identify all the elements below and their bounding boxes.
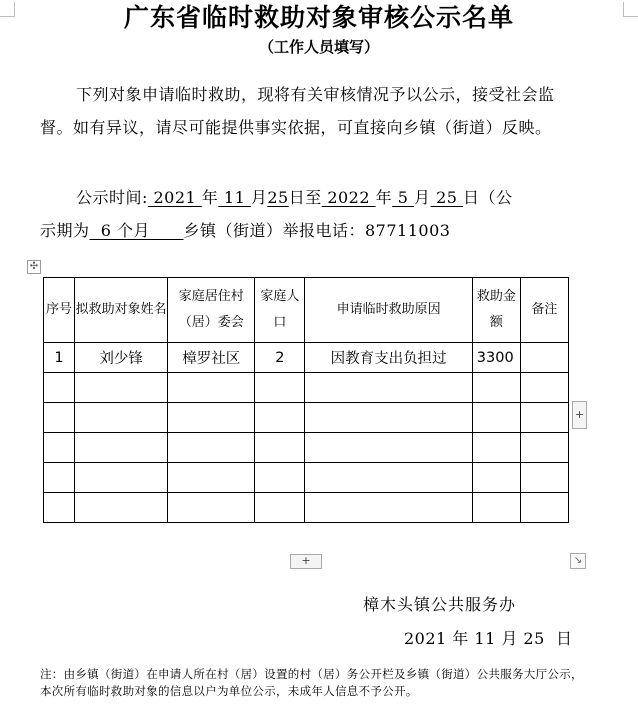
cell-community[interactable]: 樟罗社区 xyxy=(168,343,255,373)
cell-remark[interactable] xyxy=(520,403,568,433)
day-label: 日（公 xyxy=(463,188,513,207)
add-column-button[interactable]: + xyxy=(572,401,587,429)
start-year: 2021 xyxy=(147,188,202,207)
signature-date: 2021 年 11 月 25 日 xyxy=(404,629,573,648)
cell-community[interactable] xyxy=(168,433,255,463)
cell-remark[interactable] xyxy=(520,463,568,493)
add-row-button[interactable]: + xyxy=(290,554,322,569)
table-resize-handle-icon[interactable]: ↘ xyxy=(570,553,586,569)
cell-amount[interactable] xyxy=(472,493,520,523)
cell-household[interactable] xyxy=(255,493,305,523)
cell-community[interactable] xyxy=(168,463,255,493)
cell-community[interactable] xyxy=(168,373,255,403)
cell-reason[interactable]: 因教育支出负担过 xyxy=(305,343,472,373)
cell-name[interactable] xyxy=(75,403,168,433)
end-month: 5 xyxy=(392,188,414,207)
document-title: 广东省临时救助对象审核公示名单 xyxy=(123,3,514,32)
start-day: 25 xyxy=(267,188,289,207)
header-community: 家庭居住村（居）委会 xyxy=(168,278,255,343)
end-day: 25 xyxy=(430,188,464,207)
month-label: 月 xyxy=(250,188,268,207)
cell-community[interactable] xyxy=(168,493,255,523)
cell-reason[interactable] xyxy=(305,463,472,493)
cell-name[interactable] xyxy=(75,463,168,493)
cell-name[interactable] xyxy=(75,493,168,523)
cell-amount[interactable] xyxy=(472,463,520,493)
cell-no[interactable] xyxy=(44,373,75,403)
table-row xyxy=(44,373,569,403)
cell-amount[interactable]: 3300 xyxy=(472,343,520,373)
intro-paragraph: 下列对象申请临时救助，现将有关审核情况予以公示，接受社会监督。如有异议，请尽可能提供事实依据，可直接向乡镇（街道）反映。 xyxy=(40,85,555,137)
table-row xyxy=(44,463,569,493)
period-prefix: 公示时间: xyxy=(76,188,148,207)
cell-community[interactable] xyxy=(168,403,255,433)
hotline-label: 乡镇（街道）举报电话： xyxy=(183,221,365,240)
duration-prefix: 示期为 xyxy=(40,221,90,240)
year-label: 年 xyxy=(375,188,393,207)
cell-remark[interactable] xyxy=(520,493,568,523)
document-subtitle: （工作人员填写） xyxy=(258,38,379,56)
header-name: 拟救助对象姓名 xyxy=(75,278,168,343)
header-amount: 救助金额 xyxy=(472,278,520,343)
cell-name[interactable] xyxy=(75,373,168,403)
publicity-period-line xyxy=(40,181,600,214)
duration-hotline-line xyxy=(40,214,600,247)
cell-no[interactable]: 1 xyxy=(44,343,75,373)
cell-no[interactable] xyxy=(44,493,75,523)
cell-reason[interactable] xyxy=(305,403,472,433)
cell-remark[interactable] xyxy=(520,373,568,403)
table-row xyxy=(44,493,569,523)
cell-name[interactable] xyxy=(75,433,168,463)
cell-name[interactable]: 刘少锋 xyxy=(75,343,168,373)
cell-amount[interactable] xyxy=(472,373,520,403)
cell-household[interactable]: 2 xyxy=(255,343,305,373)
month-label: 月 xyxy=(414,188,431,207)
hotline-number: 87711003 xyxy=(365,221,451,240)
cell-reason[interactable] xyxy=(305,373,472,403)
table-row xyxy=(44,343,569,373)
day-label: 日至 xyxy=(288,188,322,207)
cell-remark[interactable] xyxy=(520,433,568,463)
table-row xyxy=(44,403,569,433)
cell-reason[interactable] xyxy=(305,433,472,463)
cell-household[interactable] xyxy=(255,433,305,463)
header-reason: 申请临时救助原因 xyxy=(305,278,472,343)
header-remark: 备注 xyxy=(520,278,568,343)
cell-household[interactable] xyxy=(255,463,305,493)
cell-remark[interactable] xyxy=(520,343,568,373)
start-month: 11 xyxy=(218,188,251,207)
cell-no[interactable] xyxy=(44,433,75,463)
issuing-office: 樟木头镇公共服务办 xyxy=(363,595,517,614)
table-header-row xyxy=(44,278,569,343)
header-household: 家庭人口 xyxy=(255,278,305,343)
footnote: 注：由乡镇（街道）在申请人所在村（居）设置的村（居）务公开栏及乡镇（街道）公共服务大厅公示，本次所有临时救助对象的信息以户为单位公示，未成年人信息不予公开。 xyxy=(40,667,583,698)
year-label: 年 xyxy=(201,188,219,207)
relief-list-table xyxy=(43,277,569,523)
table-move-handle-icon[interactable]: ✣ xyxy=(27,260,41,274)
cell-household[interactable] xyxy=(255,403,305,433)
end-year: 2022 xyxy=(321,188,376,207)
table-row xyxy=(44,433,569,463)
header-no: 序号 xyxy=(44,278,75,343)
cell-amount[interactable] xyxy=(472,433,520,463)
cell-no[interactable] xyxy=(44,463,75,493)
cell-reason[interactable] xyxy=(305,493,472,523)
publicity-duration: 6 个月 xyxy=(89,221,184,240)
cell-household[interactable] xyxy=(255,373,305,403)
cell-no[interactable] xyxy=(44,403,75,433)
cell-amount[interactable] xyxy=(472,403,520,433)
